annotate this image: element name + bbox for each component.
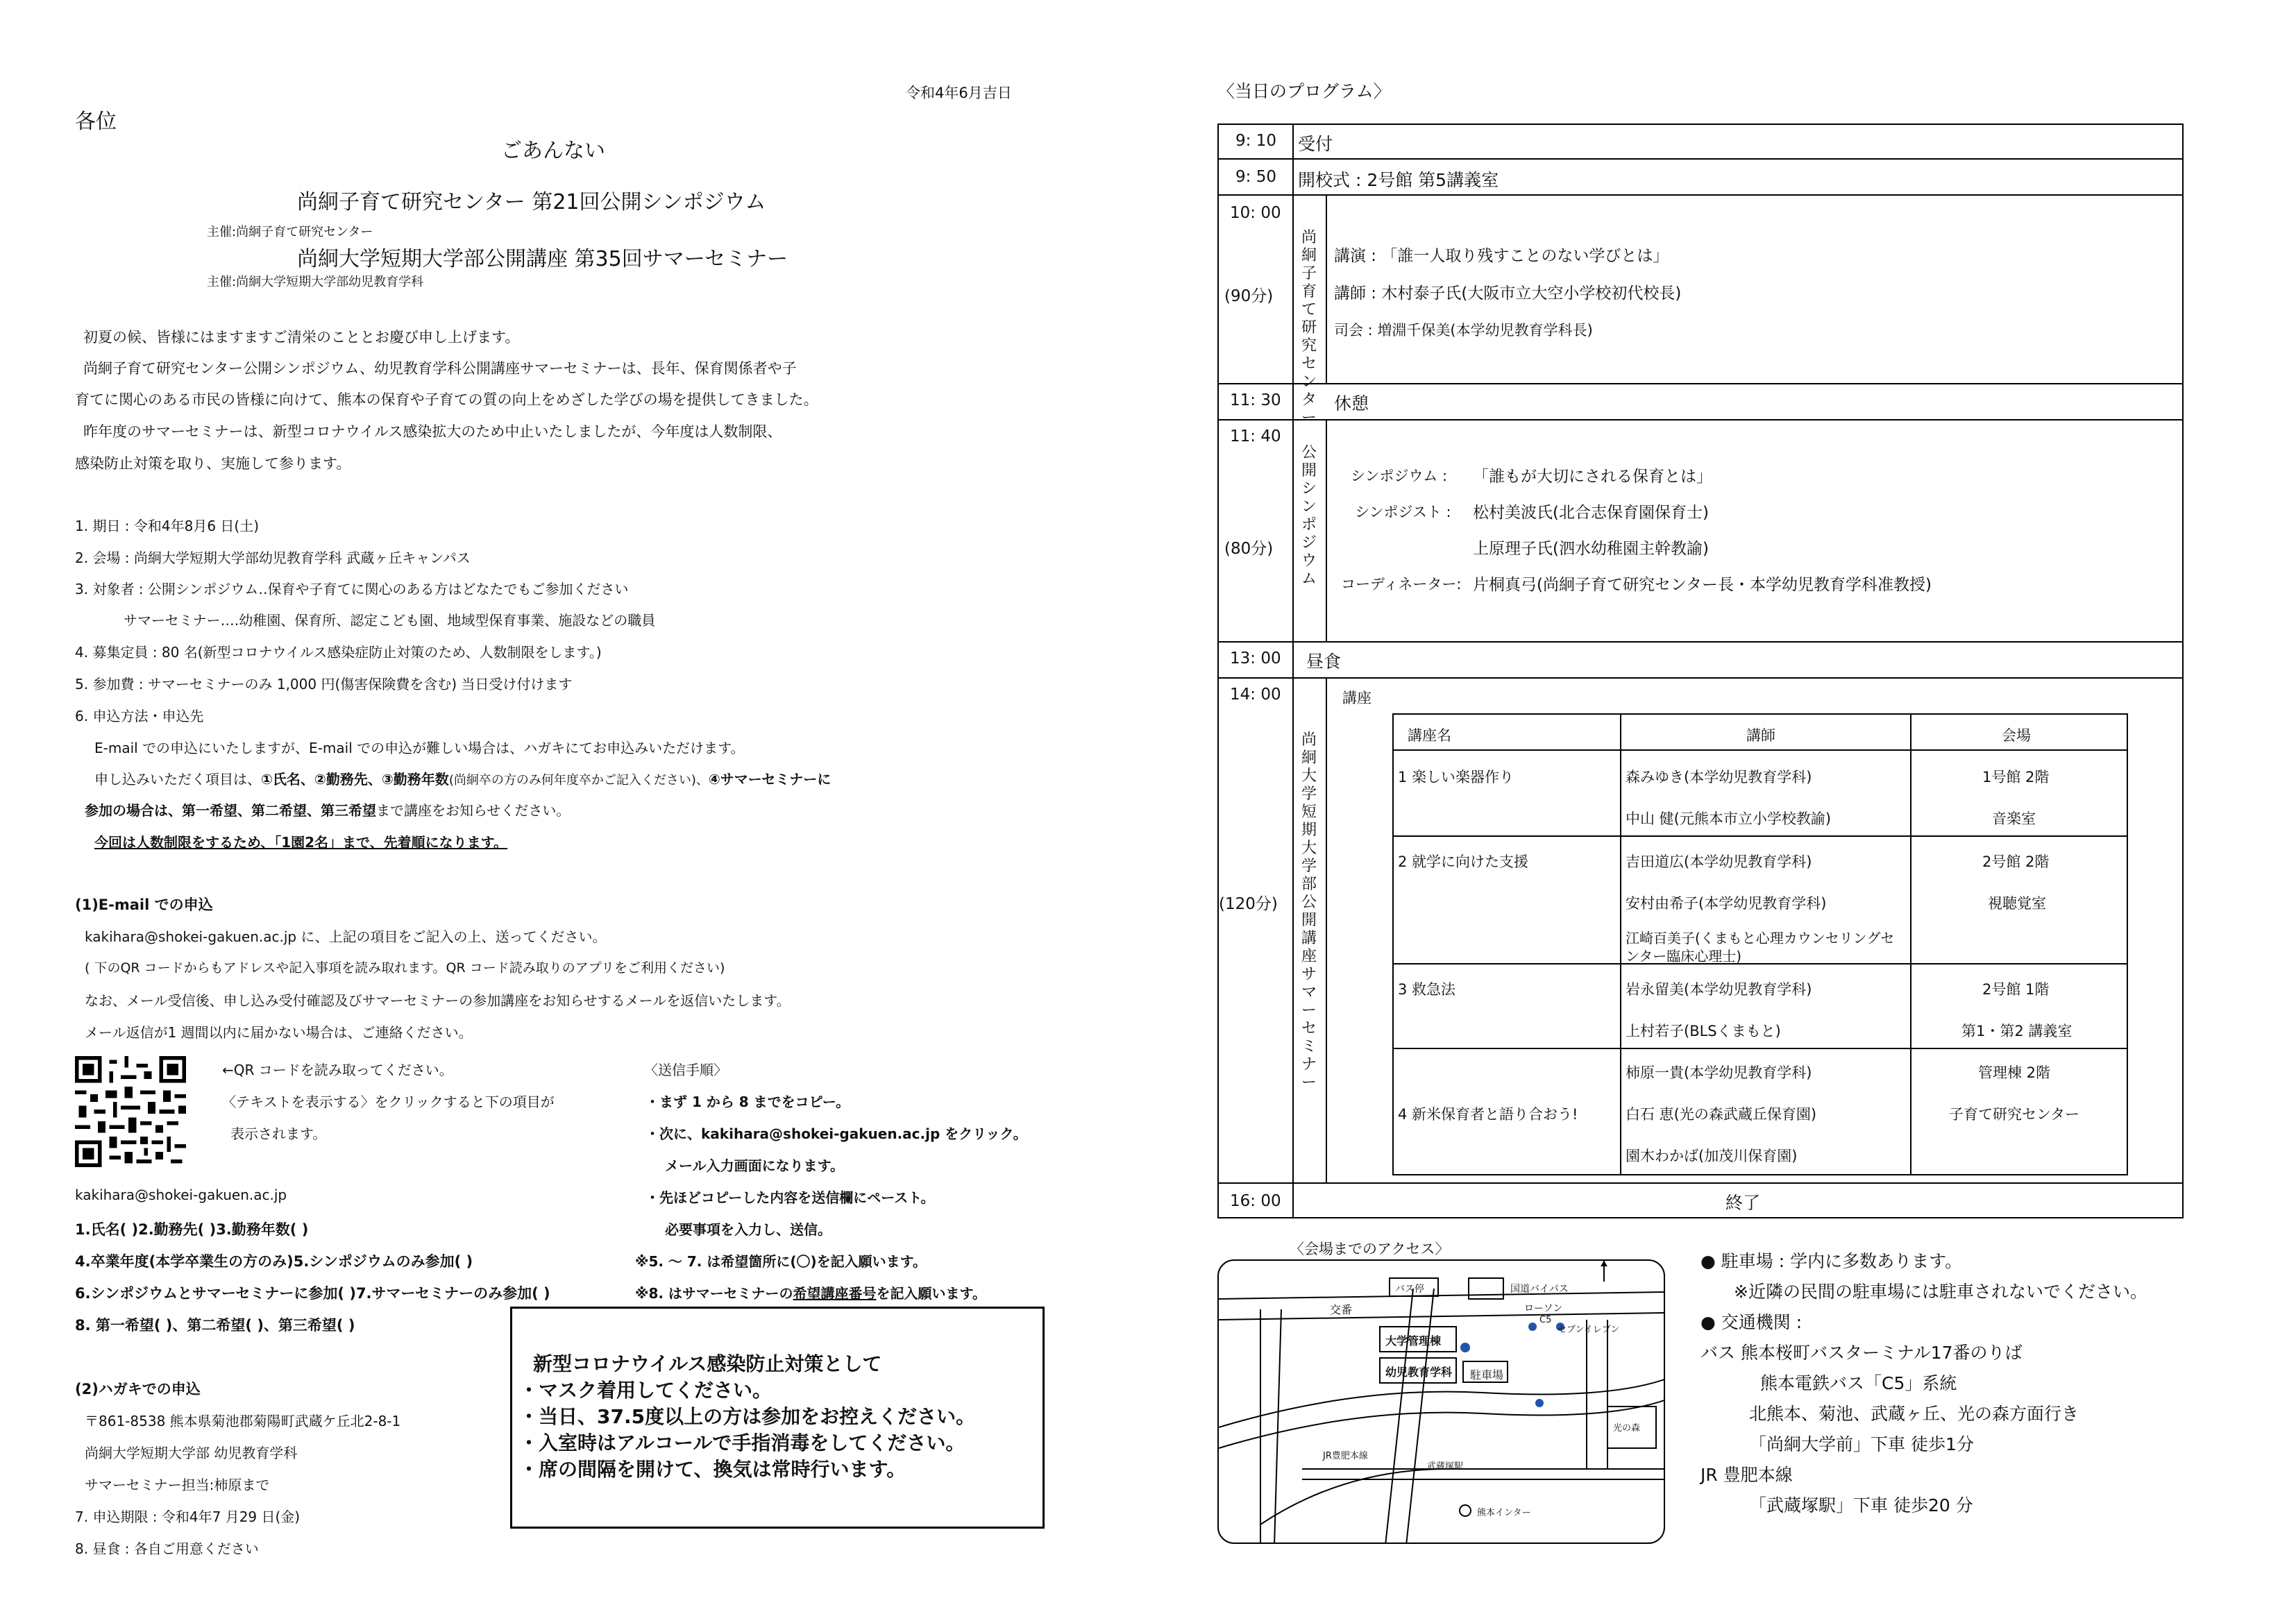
info-item-capacity: 4. 募集定員 : 80 名(新型コロナウイルス感染症防止対策のため、人数制限をします。)	[75, 644, 602, 661]
course-venue: 視聴覚室	[1988, 895, 2046, 912]
email-line: なお、メール受信後、申し込み受付確認及びサマーセミナーの参加講座をお知らせするメールを返信いたします。	[85, 992, 791, 1009]
time-1000: 10: 00	[1230, 204, 1281, 222]
event-title-2: 尚絅大学短期大学部公開講座 第35回サマーセミナー	[297, 247, 788, 271]
course-venue: 2号館 1階	[1982, 981, 2050, 998]
course-lecturer: 柿原一貴(本学幼児教育学科)	[1626, 1064, 1812, 1081]
duration-120: (120分)	[1219, 895, 1278, 913]
postcard-line: サマーセミナー担当:柿原まで	[85, 1477, 270, 1493]
course-venue: 音楽室	[1992, 810, 2036, 827]
course-venue: 管理棟 2階	[1978, 1064, 2051, 1081]
map-label-bus-stop: バス停	[1395, 1284, 1424, 1295]
map-label-parking: 駐車場	[1470, 1368, 1504, 1382]
send-step: メール入力画面になります。	[665, 1157, 844, 1174]
notice-line: ・マスク着用してください。	[519, 1379, 773, 1402]
info-item-target: 3. 対象者 : 公開シンポジウム‥保育や子育てに関心のある方はどなたでもご参加ください	[75, 581, 629, 597]
course-header-venue: 会場	[2002, 727, 2031, 744]
lecturer: 講師 : 木村泰子氏(大阪市立大空小学校初代校長)	[1334, 284, 1682, 303]
map-label-bypass: 国道バイパス	[1510, 1284, 1569, 1295]
coordinator: 片桐真弓(尚絅子育て研究センター長・本学幼児教育学科准教授)	[1473, 576, 1932, 594]
send-step: ・次に、kakihara@shokei-gakuen.ac.jp をクリック。	[645, 1125, 1027, 1142]
apply-items-line	[94, 768, 831, 788]
info-item-fee: 5. 参加費 : サマーセミナーのみ 1,000 円(傷害保険費を含む) 当日受け付けます	[75, 676, 573, 692]
send-step: ・先ほどコピーした内容を送信欄にペースト。	[645, 1189, 935, 1206]
moderator: 司会 : 増淵千保美(本学幼児教育学科長)	[1334, 322, 1593, 339]
map-label-ic: 熊本インター	[1477, 1508, 1531, 1518]
greeting-line: 昨年度のサマーセミナーは、新型コロナウイルス感染拡大のため中止いたしましたが、今年度は人数制限、	[83, 423, 782, 440]
send-steps-heading: 〈送信手順〉	[644, 1062, 727, 1078]
map-label-koban: 交番	[1330, 1303, 1353, 1316]
map-label-jr: JR豊肥本線	[1323, 1451, 1368, 1461]
note-5-7: ※5. ～ 7. は希望箇所に(〇)を記入願います。	[635, 1253, 927, 1270]
duration-90: (90分)	[1224, 287, 1274, 305]
map-label-seven: セブンイレブン	[1558, 1325, 1620, 1335]
note-8-prefix: ※8. はサマーセミナーの	[635, 1285, 793, 1302]
recipient: 各位	[75, 110, 117, 134]
sponsor-2: 主催:尚絅大学短期大学部幼児教育学科	[207, 275, 424, 289]
apply-choices-bold: 参加の場合は、第一希望、第二希望、第三希望	[85, 802, 376, 819]
time-1600: 16: 00	[1230, 1192, 1281, 1210]
map-label-station: 武蔵塚駅	[1427, 1461, 1464, 1472]
notice-line: ・入室時はアルコールで手指消毒をしてください。	[519, 1431, 965, 1454]
info-item-method-detail: E-mail での申込にいたしますが、E-mail での申込が難しい場合は、ハガキにてお申込みいただけます。	[94, 740, 745, 756]
map-label-hikarinomori: 光の森	[1613, 1423, 1641, 1434]
notice-line: ・席の間隔を開けて、換気は常時行います。	[519, 1458, 906, 1481]
course-lecturer: 安村由希子(本学幼児教育学科)	[1626, 895, 1827, 912]
course-venue: 第1・第2 講義室	[1961, 1023, 2073, 1039]
send-step: 必要事項を入力し、送信。	[665, 1221, 832, 1238]
course-venue: 2号館 2階	[1982, 853, 2050, 870]
form-email[interactable]: kakihara@shokei-gakuen.ac.jp	[75, 1187, 287, 1203]
category-research-center: 尚絅子育て研究センター	[1301, 229, 1317, 427]
info-item-target-2: サマーセミナー‥‥幼稚園、保育所、認定こども園、地域型保育事業、施設などの職員	[124, 612, 656, 629]
postcard-line: 〒861-8538 熊本県菊池郡菊陽町武蔵ケ丘北2-8-1	[85, 1413, 401, 1429]
map-label-admin: 大学管理棟	[1385, 1334, 1442, 1348]
course-name: 1 楽しい楽器作り	[1398, 769, 1514, 785]
panelist: 上原理子氏(泗水幼稚園主幹教諭)	[1473, 540, 1709, 558]
schedule-opening: 開校式 : 2号館 第5講義室	[1298, 170, 1499, 190]
access-title: 〈会場までのアクセス〉	[1290, 1241, 1450, 1257]
course-header-lecturer: 講師	[1746, 727, 1775, 744]
schedule-reception: 受付	[1298, 134, 1333, 154]
map-drawing	[1219, 1261, 1665, 1544]
apply-choices-line	[85, 799, 570, 819]
course-name: 3 救急法	[1398, 981, 1456, 998]
schedule-break: 休憩	[1334, 393, 1369, 414]
postcard-heading: (2)ハガキでの申込	[75, 1381, 201, 1397]
symposium-title: 「誰もが大切にされる保育とは」	[1473, 468, 1712, 486]
course-lecturer: ンター臨床心理士)	[1626, 948, 1742, 965]
schedule-end: 終了	[1725, 1193, 1761, 1213]
parking-info: ● 駐車場 : 学内に多数あります。	[1700, 1251, 1963, 1271]
course-lecturer: 上村若子(BLSくまもと)	[1626, 1023, 1781, 1039]
coordinator-label: コーディネーター:	[1341, 576, 1462, 593]
covid-notice-box	[510, 1307, 1045, 1529]
form-line: 1.氏名( )2.勤務先( )3.勤務年数( )	[75, 1221, 309, 1238]
bus-info: バス 熊本桜町バスターミナル17番のりば	[1700, 1343, 2023, 1363]
qr-instruction: ←QR コードを読み取ってください。	[222, 1062, 453, 1078]
email-line: ( 下のQR コードからもアドレスや記入事項を読み取れます。QR コード読み取りのアプリをご利用ください)	[85, 960, 725, 976]
greeting-line: 初夏の候、皆様にはますますご清栄のこととお慶び申し上げます。	[83, 329, 520, 346]
course-table	[1392, 713, 2128, 1175]
panelists-label: シンポジスト :	[1355, 504, 1451, 520]
info-item-method: 6. 申込方法・申込先	[75, 708, 204, 724]
email-section-heading: (1)E-mail での申込	[75, 897, 213, 913]
course-lecturer: 吉田道広(本学幼児教育学科)	[1626, 853, 1812, 870]
jr-station: 「武蔵塚駅」下車 徒歩20 分	[1749, 1495, 1973, 1515]
course-lecturer: 白石 恵(光の森武蔵丘保育園)	[1626, 1106, 1817, 1123]
category-symposium: 公開シンポジウム	[1301, 444, 1317, 588]
note-8	[635, 1282, 986, 1302]
info-item-date: 1. 期日 : 令和4年8月6 日(土)	[75, 518, 260, 534]
event-title-1: 尚絅子育て研究センター 第21回公開シンポジウム	[297, 190, 766, 214]
duration-80: (80分)	[1224, 540, 1274, 558]
notice-line: ・当日、37.5度以上の方は参加をお控えください。	[519, 1405, 976, 1428]
parking-note: ※近隣の民間の駐車場には駐車されないでください。	[1734, 1282, 2147, 1302]
apply-items-prefix: 申し込みいただく項目は、	[94, 771, 261, 788]
form-line: 6.シンポジウムとサマーセミナーに参加( )7.サマーセミナーのみ参加( )	[75, 1285, 550, 1302]
greeting-line: 育てに関心のある市民の皆様に向けて、熊本の保育や子育ての質の向上をめざした学びの場を提供してきました。	[75, 391, 818, 408]
map-label-c5: C5	[1539, 1315, 1552, 1325]
course-lecturer: 中山 健(元熊本市立小学校教諭)	[1626, 810, 1832, 827]
course-venue: 1号館 2階	[1982, 769, 2050, 785]
access-map[interactable]	[1217, 1259, 1665, 1544]
schedule-lunch: 昼食	[1306, 652, 1342, 672]
course-lecturer: 江崎百美子(くまもと心理カウンセリングセ	[1626, 930, 1895, 946]
lunch-note: 8. 昼食 : 各自ご用意ください	[75, 1540, 259, 1557]
course-lecturer: 岩永留美(本学幼児教育学科)	[1626, 981, 1812, 998]
form-line: 8. 第一希望( )、第二希望( )、第三希望( )	[75, 1317, 355, 1334]
apply-items-bold-2: ④サマーセミナーに	[708, 771, 832, 788]
note-8-underline: 希望講座番号	[793, 1285, 877, 1302]
time-0910: 9: 10	[1235, 132, 1276, 150]
email-line: メール返信が1 週間以内に届かない場合は、ご連絡ください。	[85, 1024, 473, 1041]
lecture-title: 講演 : 「誰一人取り残すことのない学びとは」	[1334, 247, 1669, 265]
courses-label: 講座	[1342, 690, 1371, 706]
bus-stop: 「尚絅大学前」下車 徒歩1分	[1749, 1434, 1974, 1454]
apply-limit-note: 今回は人数制限をするため、「1園2名」まで、先着順になります。	[94, 834, 508, 851]
time-1140: 11: 40	[1230, 427, 1281, 445]
jr-info: JR 豊肥本線	[1700, 1465, 1793, 1485]
qr-code-icon[interactable]	[75, 1056, 186, 1167]
course-lecturer: 園木わかば(加茂川保育園)	[1626, 1148, 1798, 1164]
postcard-line: 尚絅大学短期大学部 幼児教育学科	[85, 1445, 298, 1461]
course-lecturer: 森みゆき(本学幼児教育学科)	[1626, 769, 1812, 785]
apply-choices-rest: まで講座をお知らせください。	[376, 802, 571, 819]
time-0950: 9: 50	[1235, 168, 1276, 186]
panelist: 松村美波氏(北合志保育園保育士)	[1473, 504, 1709, 522]
symposium-label: シンポジウム :	[1351, 468, 1448, 484]
category-summer-seminar: 尚絅大学短期大学部公開講座 サマーセミナー	[1301, 731, 1317, 1091]
bus-destinations: 北熊本、菊池、武蔵ヶ丘、光の森方面行き	[1749, 1404, 2079, 1424]
course-header-name: 講座名	[1408, 727, 1451, 744]
time-1400: 14: 00	[1230, 686, 1281, 704]
course-venue: 子育て研究センター	[1949, 1106, 2080, 1123]
sponsor-1: 主催:尚絅子育て研究センター	[207, 225, 373, 239]
deadline: 7. 申込期限 : 令和4年7 月29 日(金)	[75, 1509, 301, 1525]
apply-items-bold: ①氏名、②勤務先、③勤務年数	[261, 771, 449, 788]
greeting-line: 感染防止対策を取り、実施して参ります。	[75, 455, 351, 472]
qr-instruction: 表示されます。	[230, 1125, 327, 1142]
form-line: 4.卒業年度(本学卒業生の方のみ)5.シンポジウムのみ参加( )	[75, 1253, 473, 1270]
bus-line: 熊本電鉄バス「C5」系統	[1760, 1373, 1957, 1393]
notice-line: 新型コロナウイルス感染防止対策として	[533, 1352, 882, 1375]
program-title: 〈当日のプログラム〉	[1217, 81, 1391, 101]
apply-items-note: (尚絅卒の方のみ何年度卒かご記入ください)、	[448, 773, 709, 788]
time-1300: 13: 00	[1230, 649, 1281, 668]
course-name: 2 就学に向けた支援	[1398, 853, 1529, 870]
page-title: ごあんない	[501, 139, 605, 163]
email-line: kakihara@shokei-gakuen.ac.jp に、上記の項目をご記入の上、送ってください。	[85, 928, 607, 945]
qr-instruction: 〈テキストを表示する〉をクリックすると下の項目が	[222, 1094, 555, 1110]
map-label-dept: 幼児教育学科	[1385, 1366, 1453, 1379]
send-step: ・まず 1 から 8 までをコピー。	[645, 1094, 850, 1110]
map-label-lawson: ローソン	[1524, 1303, 1563, 1314]
info-item-venue: 2. 会場 : 尚絅大学短期大学部幼児教育学科 武蔵ヶ丘キャンパス	[75, 550, 471, 566]
greeting-line: 尚絅子育て研究センター公開シンポジウム、幼児教育学科公開講座サマーセミナーは、長年、保育関係者や子	[83, 360, 797, 377]
time-1130: 11: 30	[1230, 391, 1281, 409]
note-8-suffix: を記入願います。	[876, 1285, 986, 1302]
transport-heading: ● 交通機関 :	[1700, 1312, 1803, 1332]
document-date: 令和4年6月吉日	[906, 85, 1012, 101]
course-name: 4 新米保育者と語り合おう!	[1398, 1106, 1578, 1123]
